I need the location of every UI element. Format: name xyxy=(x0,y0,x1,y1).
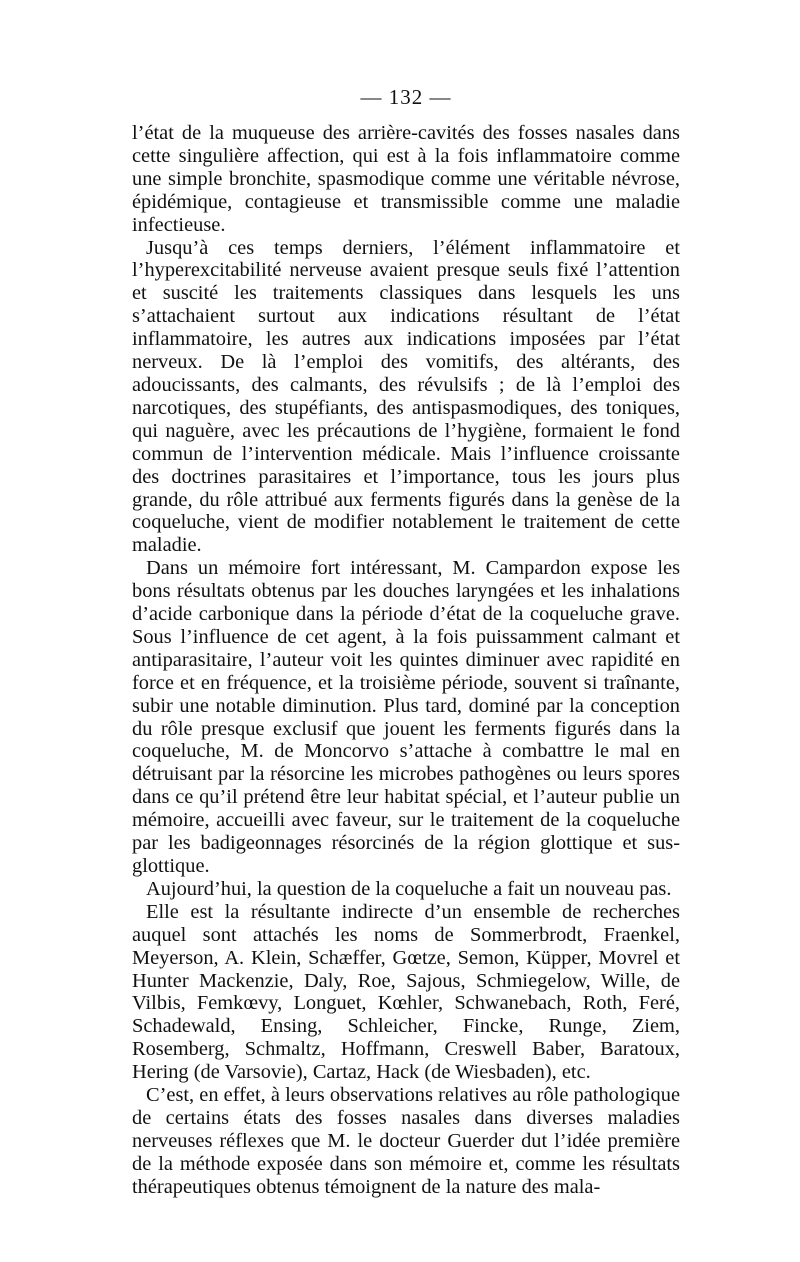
paragraph-2: Jusqu’à ces temps derniers, l’élément inflammatoire et l’hyperexcitabilité nerveuse avaient presque seuls fixé l’attention et suscité les traitements classiques dans lesquels les uns s’attachaient surtout aux indications résultant de l’état inflammatoire, les autres aux indications imposées par l’état nerveux. De là l’emploi des vomitifs, des altérants, des adoucissants, des calmants, des révulsifs ; de là l’emploi des narcotiques, des stupéfiants, des antispasmodiques, des toniques, qui naguère, avec les précautions de l’hygiène, formaient le fond commun de l’intervention médicale. Mais l’influence croissante des doctrines parasitaires et l’importance, tous les jours plus grande, du rôle attribué aux ferments figurés dans la genèse de la coqueluche, vient de modifier notablement le traitement de cette maladie. xyxy=(132,236,680,557)
paragraph-1: l’état de la muqueuse des arrière-cavités des fosses nasales dans cette singulière affection, qui est à la fois inflammatoire comme une simple bronchite, spasmodique comme une véritable névrose, épidémique, contagieuse et transmissible comme une maladie infectieuse. xyxy=(132,122,680,236)
paragraph-6: C’est, en effet, à leurs observations relatives au rôle pathologique de certains états des fosses nasales dans diverses maladies nerveuses réflexes que M. le docteur Guerder dut l’idée première de la méthode exposée dans son mémoire et, comme les résultats thérapeutiques obtenus témoignent de la nature des mala- xyxy=(132,1084,680,1198)
paragraph-5: Elle est la résultante indirecte d’un ensemble de recherches auquel sont attachés les noms de Sommerbrodt, Fraenkel, Meyerson, A. Klein, Schæffer, Gœtze, Semon, Küpper, Movrel et Hunter Mackenzie, Daly, Roe, Sajous, Schmiegelow, Wille, de Vilbis, Femkœvy, Longuet, Kœhler, Schwanebach, Roth, Feré, Schadewald, Ensing, Schleicher, Fincke, Runge, Ziem, Rosemberg, Schmaltz, Hoffmann, Creswell Baber, Baratoux, Hering (de Varsovie), Cartaz, Hack (de Wiesbaden), etc. xyxy=(132,900,680,1084)
book-page xyxy=(132,84,680,1199)
page-number: — 132 — xyxy=(360,85,452,109)
paragraph-3: Dans un mémoire fort intéressant, M. Campardon expose les bons résultats obtenus par les douches laryngées et les inhalations d’acide carbonique dans la période d’état de la coqueluche grave. Sous l’influence de cet agent, à la fois puissamment calmant et antiparasitaire, l’auteur voit les quintes diminuer avec rapidité en force et en fréquence, et la troisième période, souvent si traînante, subir une notable diminution. Plus tard, dominé par la conception du rôle presque exclusif que jouent les ferments figurés dans la coqueluche, M. de Moncorvo s’attache à combattre le mal en détruisant par la résorcine les microbes pathogènes ou leurs spores dans ce qu’il prétend être leur habitat spécial, et l’auteur publie un mémoire, accueilli avec faveur, sur le traitement de la coqueluche par les badigeonnages résorcinés de la région glottique et sus-glottique. xyxy=(132,557,680,877)
body-text xyxy=(132,122,680,1199)
paragraph-4: Aujourd’hui, la question de la coqueluche a fait un nouveau pas. xyxy=(146,877,672,900)
